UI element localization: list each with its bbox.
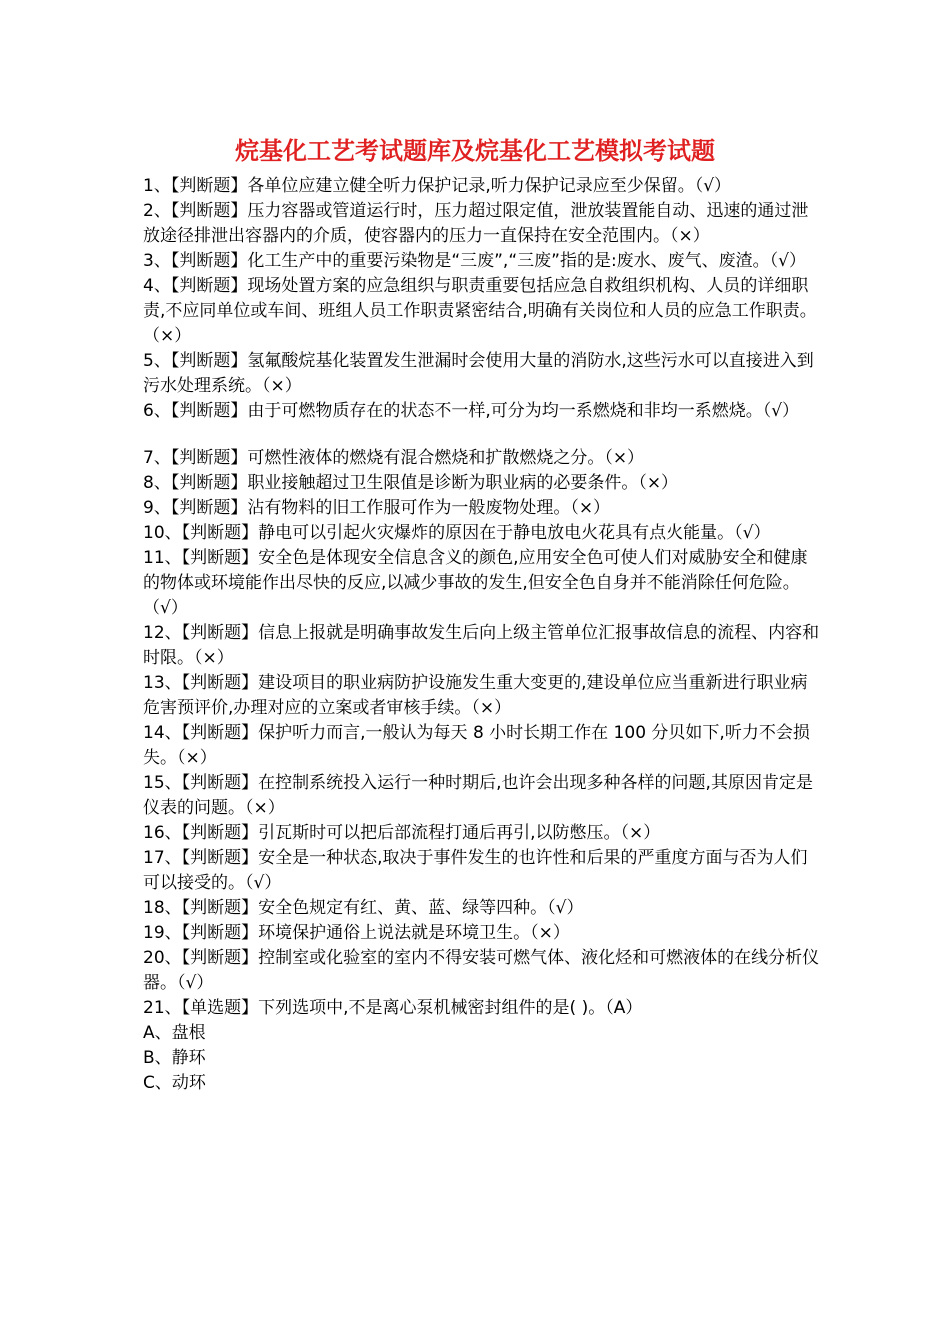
question-item: 21、【单选题】下列选项中,不是离心泵机械密封组件的是( )。（A） bbox=[143, 998, 643, 1018]
question-item: 5、【判断题】氢氟酸烷基化装置发生泄漏时会使用大量的消防水,这些污水可以直接进入到污水处理系统。（×） bbox=[143, 351, 814, 396]
question-item: 13、【判断题】建设项目的职业病防护设施发生重大变更的,建设单位应当重新进行职业病危害预评价,办理对应的立案或者审核手续。（×） bbox=[143, 673, 808, 718]
question-item: 8、【判断题】职业接触超过卫生限值是诊断为职业病的必要条件。（×） bbox=[143, 473, 679, 493]
question-item: 18、【判断题】安全色规定有红、黄、蓝、绿等四种。（√） bbox=[143, 898, 584, 918]
question-item: 14、【判断题】保护听力而言,一般认为每天 8 小时长期工作在 100 分贝如下,听力不会损失。（×） bbox=[143, 723, 810, 768]
document-title: 烷基化工艺考试题库及烷基化工艺模拟考试题 bbox=[235, 136, 715, 165]
question-item: 9、【判断题】沾有物料的旧工作服可作为一般废物处理。（×） bbox=[143, 498, 611, 518]
question-item: 20、【判断题】控制室或化验室的室内不得安装可燃气体、液化烃和可燃液体的在线分析仪器。（√） bbox=[143, 948, 820, 993]
question-item: 3、【判断题】化工生产中的重要污染物是“三废”,“三废”指的是:废水、废气、废渣。（√） bbox=[143, 251, 807, 271]
question-item: 10、【判断题】静电可以引起火灾爆炸的原因在于静电放电火花具有点火能量。（√） bbox=[143, 523, 771, 543]
question-item: 11、【判断题】安全色是体现安全信息含义的颜色,应用安全色可使人们对威胁安全和健康的物体或环境能作出尽快的反应,以减少事故的发生,但安全色自身并不能消除任何危险。（√） bbox=[143, 548, 808, 618]
question-item: 15、【判断题】在控制系统投入运行一种时期后,也许会出现多种各样的问题,其原因肯定是仪表的问题。（×） bbox=[143, 773, 813, 818]
question-item: 6、【判断题】由于可燃物质存在的状态不一样,可分为均一系燃烧和非均一系燃烧。（√） bbox=[143, 401, 800, 421]
question-item: 17、【判断题】安全是一种状态,取决于事件发生的也许性和后果的严重度方面与否为人们可以接受的。（√） bbox=[143, 848, 808, 893]
question-item: 12、【判断题】信息上报就是明确事故发生后向上级主管单位汇报事故信息的流程、内容和时限。（×） bbox=[143, 623, 820, 668]
question-item: 19、【判断题】环境保护通俗上说法就是环境卫生。（×） bbox=[143, 923, 570, 943]
question-item: 7、【判断题】可燃性液体的燃烧有混合燃烧和扩散燃烧之分。（×） bbox=[143, 448, 645, 468]
question-item: 4、【判断题】现场处置方案的应急组织与职责重要包括应急自救组织机构、人员的详细职责,不应同单位或车间、班组人员工作职责紧密结合,明确有关岗位和人员的应急工作职责。（×） bbox=[143, 276, 817, 346]
question-item: 2、【判断题】压力容器或管道运行时，压力超过限定值，泄放装置能自动、迅速的通过泄放途径排泄出容器内的介质，使容器内的压力一直保持在安全范围内。（×） bbox=[143, 201, 809, 246]
answer-option: A、盘根 bbox=[143, 1023, 206, 1043]
question-item: 16、【判断题】引瓦斯时可以把后部流程打通后再引,以防憋压。（×） bbox=[143, 823, 661, 843]
answer-option: B、静环 bbox=[143, 1048, 206, 1068]
question-item: 1、【判断题】各单位应建立健全听力保护记录,听力保护记录应至少保留。（√） bbox=[143, 176, 732, 196]
question-list bbox=[143, 174, 823, 1096]
answer-option: C、动环 bbox=[143, 1073, 206, 1093]
